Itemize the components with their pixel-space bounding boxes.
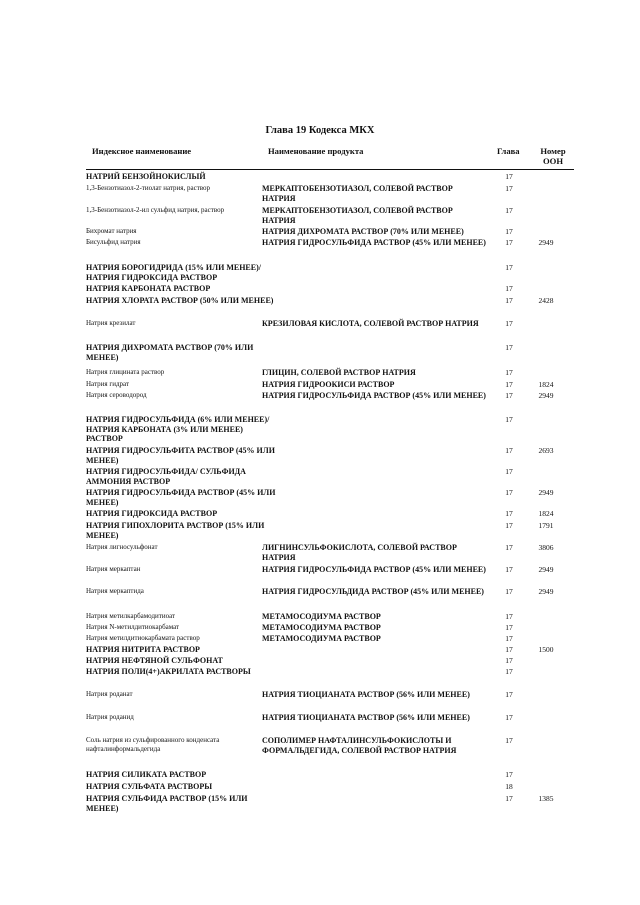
product-name-cell: НАТРИЯ ГИДРОСУЛЬФИДА РАСТВОР (45% ИЛИ МЕНЕЕ)	[262, 238, 486, 247]
index-name-cell: НАТРИЯ ГИДРОСУЛЬФИДА РАСТВОР (45% ИЛИ МЕНЕЕ)	[86, 488, 276, 507]
column-header-index-name: Индексное наименование	[92, 146, 192, 156]
index-name-cell: Натрия N-метилдитиокарбамат	[86, 623, 180, 631]
chapter-cell: 17	[505, 296, 513, 305]
index-name-cell: НАТРИЯ ХЛОРАТА РАСТВОР (50% ИЛИ МЕНЕЕ)	[86, 296, 274, 305]
index-name-cell: Бисульфид натрия	[86, 238, 141, 246]
product-name-cell: МЕРКАПТОБЕНЗОТИАЗОЛ, СОЛЕВОЙ РАСТВОР НАТРИЯ	[262, 184, 453, 203]
product-name-cell: ГЛИЦИН, СОЛЕВОЙ РАСТВОР НАТРИЯ	[262, 368, 416, 377]
column-header-un-number: Номер ООН	[540, 146, 566, 166]
index-name-cell: НАТРИЯ НИТРИТА РАСТВОР	[86, 645, 200, 654]
chapter-cell: 17	[505, 368, 513, 377]
table-row	[86, 343, 574, 362]
table-row	[86, 690, 574, 709]
chapter-cell: 18	[505, 782, 513, 791]
product-name-cell: МЕТАМОСОДИУМА РАСТВОР	[262, 612, 381, 621]
index-name-cell: 1,3-Бензотиазол-2-ил сульфид натрия, раствор	[86, 206, 225, 214]
table-row	[86, 794, 574, 813]
product-name-cell: МЕТАМОСОДИУМА РАСТВОР	[262, 634, 381, 643]
table-row	[86, 263, 574, 282]
chapter-cell: 17	[505, 770, 513, 779]
table-row	[86, 667, 574, 686]
chapter-cell: 17	[505, 587, 513, 596]
table-row	[86, 565, 574, 584]
index-name-cell: НАТРИЯ ГИДРОСУЛЬФИДА (6% ИЛИ МЕНЕЕ)/НАТРИЯ КАРБОНАТА (3% ИЛИ МЕНЕЕ) РАСТВОР	[86, 415, 270, 443]
table-row	[86, 319, 574, 338]
un-number-cell: 1791	[538, 521, 554, 530]
product-name-cell: НАТРИЯ ДИХРОМАТА РАСТВОР (70% ИЛИ МЕНЕЕ)	[262, 227, 464, 236]
table-row	[86, 184, 574, 203]
chapter-cell: 17	[505, 467, 513, 476]
un-number-cell: 1500	[538, 645, 554, 654]
chapter-cell: 17	[505, 521, 513, 530]
index-name-cell: НАТРИЯ СУЛЬФИДА РАСТВОР (15% ИЛИ МЕНЕЕ)	[86, 794, 248, 813]
chapter-cell: 17	[505, 543, 513, 552]
chapter-cell: 17	[505, 172, 513, 181]
chapter-cell: 17	[505, 227, 513, 236]
index-name-cell: НАТРИЯ СУЛЬФАТА РАСТВОРЫ	[86, 782, 213, 791]
index-name-cell: Бихромат натрия	[86, 227, 137, 235]
table-row	[86, 415, 574, 444]
product-name-cell: НАТРИЯ ГИДРООКИСИ РАСТВОР	[262, 380, 395, 389]
table-row	[86, 488, 574, 507]
un-number-cell: 2949	[538, 238, 554, 247]
index-name-cell: Натрия роданат	[86, 690, 133, 698]
table-row	[86, 380, 574, 390]
table-row	[86, 446, 574, 465]
table-row	[86, 206, 574, 225]
chapter-cell: 17	[505, 184, 513, 193]
chapter-cell: 17	[505, 645, 513, 654]
table-row	[86, 587, 574, 606]
product-name-cell: СОПОЛИМЕР НАФТАЛИНСУЛЬФОКИСЛОТЫ И ФОРМАЛЬДЕГИДА, СОЛЕВОЙ РАСТВОР НАТРИЯ	[262, 736, 457, 755]
index-name-cell: Натрия роданид	[86, 713, 134, 721]
chapter-cell: 17	[505, 446, 513, 455]
index-name-cell: НАТРИЯ СИЛИКАТА РАСТВОР	[86, 770, 207, 779]
index-name-cell: Натрия метилкарбамодитиоат	[86, 612, 176, 620]
table-row	[86, 782, 574, 792]
chapter-cell: 17	[505, 206, 513, 215]
table-row	[86, 391, 574, 410]
un-number-cell: 2693	[538, 446, 554, 455]
un-number-cell: 2428	[538, 296, 554, 305]
chapter-cell: 17	[505, 565, 513, 574]
table-row	[86, 770, 574, 780]
table-row	[86, 645, 574, 655]
un-number-cell: 1824	[538, 509, 554, 518]
index-name-cell: НАТРИЯ ГИДРОКСИДА РАСТВОР	[86, 509, 218, 518]
index-name-cell: НАТРИЯ ПОЛИ(4+)АКРИЛАТА РАСТВОРЫ	[86, 667, 251, 676]
chapter-cell: 17	[505, 343, 513, 352]
product-name-cell: МЕРКАПТОБЕНЗОТИАЗОЛ, СОЛЕВОЙ РАСТВОР НАТРИЯ	[262, 206, 453, 225]
product-name-cell: МЕТАМОСОДИУМА РАСТВОР	[262, 623, 381, 632]
index-name-cell: Натрия лигносульфонат	[86, 543, 158, 551]
un-number-cell: 3806	[538, 543, 554, 552]
index-name-cell: 1,3-Бензотиазол-2-тиолат натрия, раствор	[86, 184, 211, 192]
chapter-cell: 17	[505, 656, 513, 665]
index-name-cell: Натрия меркаптида	[86, 587, 144, 595]
un-number-cell: 2949	[538, 587, 554, 596]
index-name-cell: НАТРИЯ БОРОГИДРИДА (15% ИЛИ МЕНЕЕ)/НАТРИЯ ГИДРОКСИДА РАСТВОР	[86, 263, 261, 282]
product-name-cell: НАТРИЯ ГИДРОСУЛЬФИДА РАСТВОР (45% ИЛИ МЕНЕЕ)	[262, 565, 486, 574]
table-row	[86, 736, 574, 765]
chapter-cell: 17	[505, 509, 513, 518]
index-name-cell: НАТРИЯ НЕФТЯНОЙ СУЛЬФОНАТ	[86, 656, 223, 665]
index-name-cell: Натрия гидрат	[86, 380, 130, 388]
chapter-cell: 17	[505, 667, 513, 676]
un-number-cell: 2949	[538, 565, 554, 574]
product-table	[86, 172, 574, 813]
chapter-cell: 17	[505, 690, 513, 699]
table-row	[86, 227, 574, 237]
column-header-product-name: Наименование продукта	[268, 146, 364, 156]
table-row	[86, 612, 574, 622]
index-name-cell: Натрия метилдитиокарбамата раствор	[86, 634, 200, 642]
product-name-cell: КРЕЗИЛОВАЯ КИСЛОТА, СОЛЕВОЙ РАСТВОР НАТРИЯ	[262, 319, 479, 328]
column-header-chapter: Глава	[497, 146, 520, 156]
chapter-cell: 17	[505, 794, 513, 803]
table-row	[86, 634, 574, 644]
table-row	[86, 467, 574, 486]
table-row	[86, 543, 574, 562]
chapter-cell: 17	[505, 415, 513, 424]
index-name-cell: НАТРИЙ БЕНЗОЙНОКИСЛЫЙ	[86, 172, 206, 181]
product-name-cell: НАТРИЯ ТИОЦИАНАТА РАСТВОР (56% ИЛИ МЕНЕЕ)	[262, 690, 470, 699]
index-name-cell: Натрия меркаптан	[86, 565, 141, 573]
un-number-cell: 2949	[538, 391, 554, 400]
chapter-cell: 17	[505, 612, 513, 621]
index-name-cell: НАТРИЯ ГИДРОСУЛЬФИТА РАСТВОР (45% ИЛИ МЕНЕЕ)	[86, 446, 275, 465]
table-row	[86, 172, 574, 182]
table-row	[86, 509, 574, 519]
product-name-cell: ЛИГНИНСУЛЬФОКИСЛОТА, СОЛЕВОЙ РАСТВОР НАТРИЯ	[262, 543, 457, 562]
chapter-cell: 17	[505, 391, 513, 400]
product-name-cell: НАТРИЯ ТИОЦИАНАТА РАСТВОР (56% ИЛИ МЕНЕЕ)	[262, 713, 470, 722]
table-row	[86, 296, 574, 315]
table-row	[86, 521, 574, 540]
un-number-cell: 1824	[538, 380, 554, 389]
un-number-cell: 1385	[538, 794, 554, 803]
table-row	[86, 238, 574, 257]
chapter-cell: 17	[505, 488, 513, 497]
index-name-cell: НАТРИЯ КАРБОНАТА РАСТВОР	[86, 284, 211, 293]
chapter-cell: 17	[505, 319, 513, 328]
page-title: Глава 19 Кодекса МКХ	[265, 125, 375, 136]
index-name-cell: Натрия глицината раствор	[86, 368, 165, 376]
index-name-cell: Натрия сероводород	[86, 391, 147, 399]
un-number-cell: 2949	[538, 488, 554, 497]
index-name-cell: Натрия крезилат	[86, 319, 136, 327]
product-name-cell: НАТРИЯ ГИДРОСУЛЬДИДА РАСТВОР (45% ИЛИ МЕНЕЕ)	[262, 587, 484, 596]
index-name-cell: Соль натрия из сульфированного конденсата нафталинформальдегида	[86, 736, 220, 753]
chapter-cell: 17	[505, 263, 513, 272]
chapter-cell: 17	[505, 238, 513, 247]
chapter-cell: 17	[505, 736, 513, 745]
table-row	[86, 284, 574, 294]
header-divider	[86, 169, 574, 170]
chapter-cell: 17	[505, 380, 513, 389]
table-row	[86, 368, 574, 378]
chapter-cell: 17	[505, 713, 513, 722]
table-row	[86, 713, 574, 732]
index-name-cell: НАТРИЯ ДИХРОМАТА РАСТВОР (70% ИЛИ МЕНЕЕ)	[86, 343, 254, 362]
table-row	[86, 656, 574, 666]
product-name-cell: НАТРИЯ ГИДРОСУЛЬФИДА РАСТВОР (45% ИЛИ МЕНЕЕ)	[262, 391, 486, 400]
index-name-cell: НАТРИЯ ГИПОХЛОРИТА РАСТВОР (15% ИЛИ МЕНЕЕ)	[86, 521, 265, 540]
index-name-cell: НАТРИЯ ГИДРОСУЛЬФИДА/ СУЛЬФИДА АММОНИЯ РАСТВОР	[86, 467, 246, 486]
chapter-cell: 17	[505, 284, 513, 293]
table-row	[86, 623, 574, 633]
chapter-cell: 17	[505, 634, 513, 643]
chapter-cell: 17	[505, 623, 513, 632]
